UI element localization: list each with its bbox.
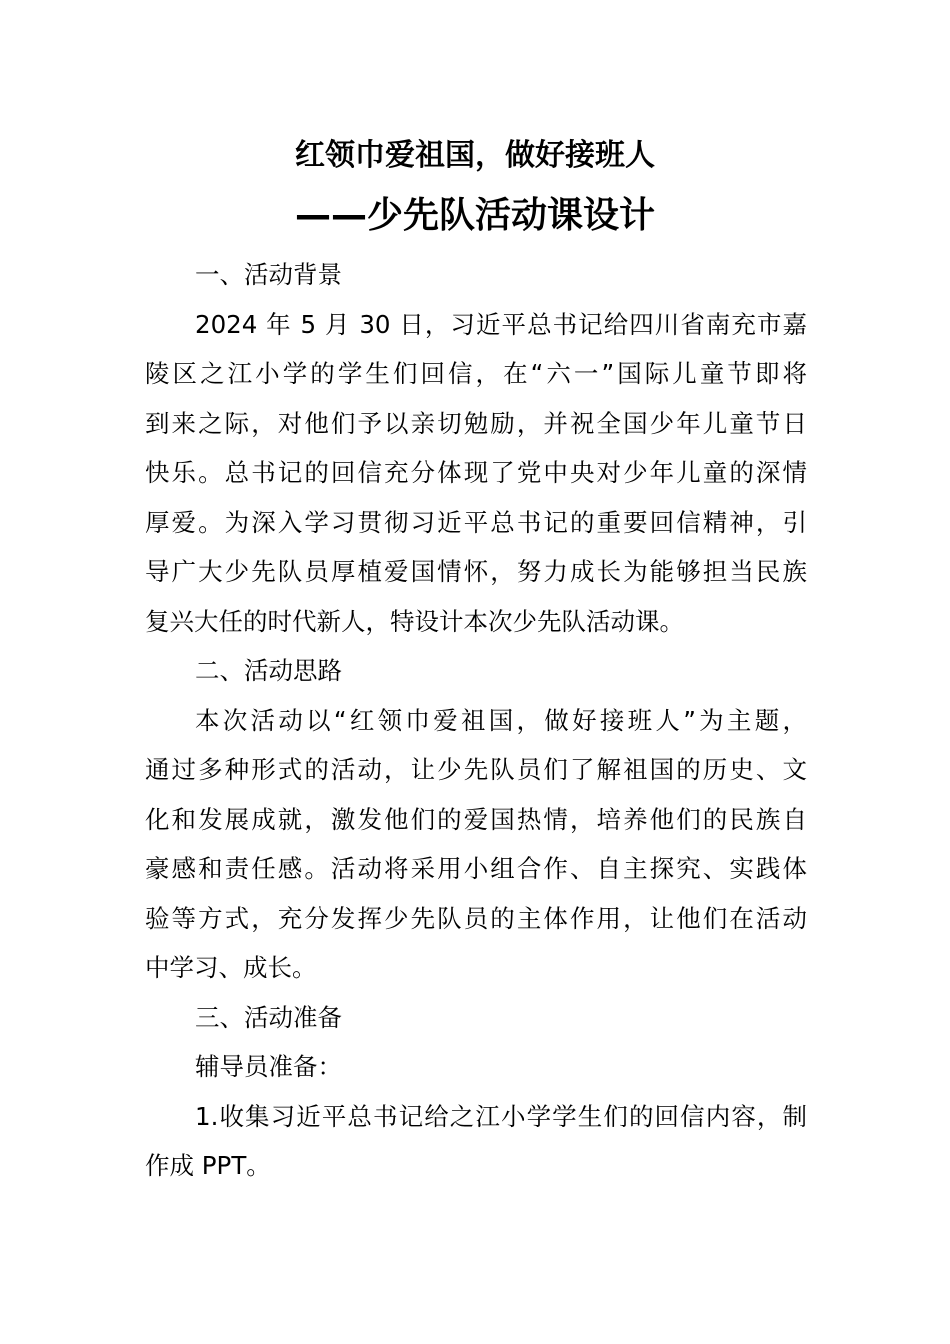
section-heading-background: 一、活动背景 (195, 260, 342, 289)
paragraph-line: 复兴大任的时代新人，特设计本次少先队活动课。 (145, 606, 684, 636)
section-heading-approach: 二、活动思路 (195, 656, 342, 685)
paragraph-line: 到来之际，对他们予以亲切勉励，并祝全国少年儿童节日 (145, 408, 807, 438)
section-heading-preparation: 三、活动准备 (195, 1002, 342, 1032)
paragraph-line: 快乐。总书记的回信充分体现了党中央对少年儿童的深情 (145, 458, 807, 487)
document-subtitle: ——少先队活动课设计 (294, 195, 655, 236)
paragraph-line: 导广大少先队员厚植爱国情怀，努力成长为能够担当民族 (145, 557, 807, 586)
preparation-item-1 (145, 1092, 807, 1191)
paragraph-line: 作成 PPT。 (145, 1151, 271, 1180)
document-body (145, 250, 807, 1191)
paragraph-line: 本次活动以“红领巾爱祖国，做好接班人”为主题， (195, 705, 807, 735)
paragraph-line: 厚爱。为深入学习贯彻习近平总书记的重要回信精神，引 (145, 507, 807, 537)
paragraph-line: 2024 年 5 月 30 日，习近平总书记给四川省南充市嘉 (195, 309, 807, 339)
document-title: 红领巾爱祖国，做好接班人 (295, 138, 655, 173)
paragraph-line: 验等方式，充分发挥少先队员的主体作用，让他们在活动 (145, 903, 807, 933)
paragraph-line: 豪感和责任感。活动将采用小组合作、自主探究、实践体 (145, 854, 807, 883)
paragraph-line: 1.收集习近平总书记给之江小学学生们的回信内容，制 (195, 1101, 807, 1131)
counselor-preparation-label: 辅导员准备： (195, 1052, 342, 1081)
paragraph-approach (145, 696, 807, 993)
paragraph-background (145, 300, 807, 647)
paragraph-line: 通过多种形式的活动，让少先队员们了解祖国的历史、文 (145, 755, 807, 784)
paragraph-line: 中学习、成长。 (145, 953, 317, 982)
paragraph-line: 化和发展成就，激发他们的爱国热情，培养他们的民族自 (145, 804, 807, 834)
paragraph-line: 陵区之江小学的学生们回信，在“六一”国际儿童节即将 (145, 359, 807, 388)
